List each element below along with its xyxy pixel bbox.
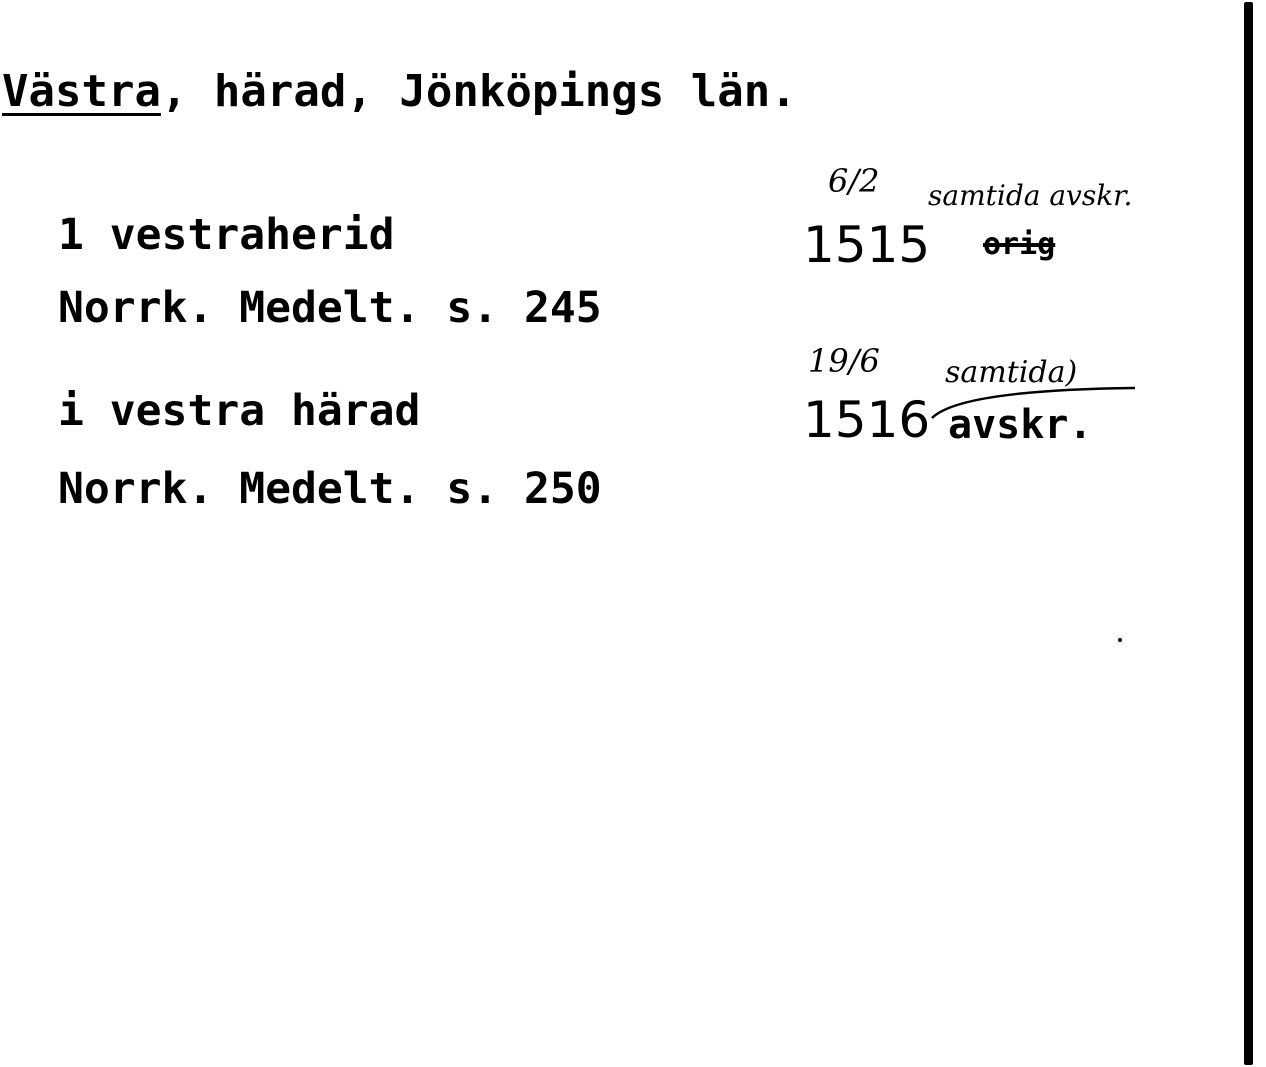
entry-1-hand-note: samtida avskr. [928,179,1133,212]
entry-2-date-note: 19/6 [808,342,880,380]
heading-rest: , härad, Jönköpings län. [160,66,797,117]
card-edge [1244,2,1253,1065]
card-heading [2,66,797,117]
speck [1118,638,1122,642]
entry-1-year: 1515 [803,216,931,274]
entry-1-form: 1 vestraherid [58,210,395,260]
entry-1-struck-text: orig [983,227,1056,262]
entry-1-source: Norrk. Medelt. s. 245 [58,283,602,333]
heading-district: Västra [2,66,161,117]
entry-1-date-note: 6/2 [828,162,880,200]
entry-2-form: i vestra härad [58,386,421,436]
entry-2-hand-note: samtida) [945,355,1078,390]
entry-2-year: 1516 [803,391,931,449]
entry-2-source: Norrk. Medelt. s. 250 [58,464,602,514]
entry-2-typed-note: avskr. [948,402,1093,448]
